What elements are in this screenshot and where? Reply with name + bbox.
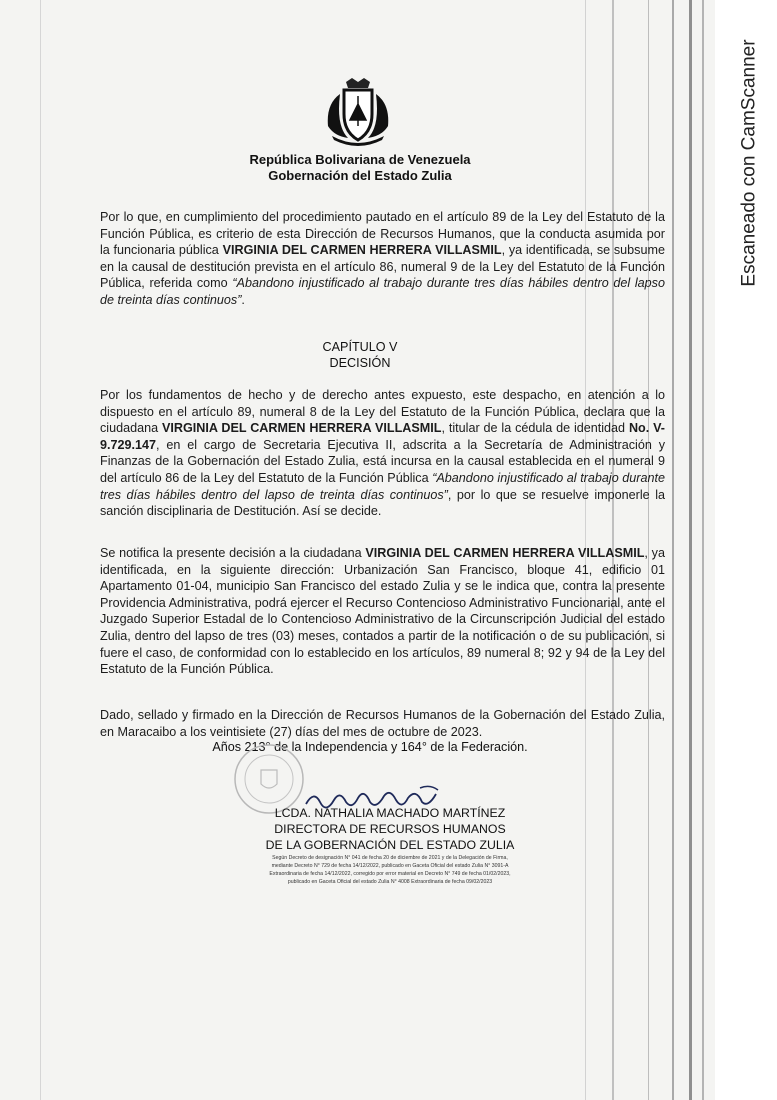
signer-name: LCDA. NATHALIA MACHADO MARTÍNEZ <box>274 806 506 820</box>
paragraph-4: Dado, sellado y firmado en la Dirección de Recursos Humanos de la Gobernación del Estado Zulia, en Maracaibo a los veintisiete (27) días del mes de octubre de 2023. <box>100 708 665 739</box>
p2-quote: “Abandono injustificado al trabajo durante tres días hábiles dentro del lapso de treinta días continuos” <box>100 470 665 502</box>
paragraph-1 <box>100 209 665 309</box>
signer-title-1: DIRECTORA DE RECURSOS HUMANOS <box>274 822 506 836</box>
paragraph-3 <box>100 545 665 678</box>
scan-streak <box>672 0 674 1100</box>
scan-streak <box>689 0 692 1100</box>
fine-print-4: publicado en Gaceta Oficial del estado Zulia N° 4008 Extraordinaria de fecha 09/02/2023 <box>287 879 493 885</box>
p1-text-1: Por lo que, en cumplimiento del procedimiento pautado en el artículo 89 de la Ley del Estatuto de la Función Pública, es criterio de esta Dirección de Recursos Humanos, que la conducta asumida por la funcionaria pública <box>100 210 665 258</box>
p1-quote: “Abandono injustificado al trabajo durante tres días hábiles dentro del lapso de treinta días continuos” <box>100 276 665 307</box>
p2-text-3: , en el cargo de Secretaria Ejecutiva II, adscrita a la Secretaría de Administración y Finanzas de la Gobernación del Estado Zulia, está incursa en la causal establecida en el numeral 9 del artículo 86 de la Ley del Estatuto de la Función Pública <box>100 437 665 485</box>
official-seal-icon <box>232 742 306 816</box>
p2-text-2: , titular de la cédula de identidad <box>441 421 629 436</box>
p2-name: VIRGINIA DEL CARMEN HERRERA VILLASMIL <box>162 421 442 436</box>
header-line-2: Gobernación del Estado Zulia <box>268 168 452 183</box>
p1-text-3: . <box>241 292 245 307</box>
fine-print-3: Extraordinaria de fecha 14/12/2022, corregido por error material en Decreto N° 749 de fecha 01/02/2023, <box>269 871 511 877</box>
scanner-watermark <box>728 8 772 318</box>
p3-text-2: , ya identificada, en la siguiente dirección: Urbanización San Francisco, bloque 41, edificio 01 Apartamento 01-04, municipio San Francisco del estado Zulia y se le indica que, contra la presente Providencia Administrativa, podrá ejercer el Recurso Contencioso Administrativo Funcionarial, ante el Juzgado Superior Estadal de lo Contencioso Administrativo de la Circunscripción Judicial del estado Zulia, dentro del lapso de tres (03) meses, contados a partir de la notificación o de su publicación, si fuere el caso, de conformidad con lo establecido en los artículos, 89 numeral 8; 92 y 94 de la Ley del Estatuto de la Función Pública. <box>100 546 665 677</box>
p1-text-2: , ya identificada, se subsume en la causal de destitución prevista en el artículo 86, numeral 9 de la Ley del Estatuto de la Función Pública, referida como <box>100 243 665 291</box>
fine-print-2: mediante Decreto N° 729 de fecha 14/12/2022, publicado en Gaceta Oficial del estado Zulia N° 3091-A <box>271 863 509 869</box>
scanner-watermark-text: Escaneado con CamScanner <box>739 39 760 287</box>
p2-text-4: , por lo que se resuelve imponerle la sanción disciplinaria de Destitución. Así se decide. <box>100 487 665 519</box>
signer-title-2: DE LA GOBERNACIÓN DEL ESTADO ZULIA <box>265 838 515 852</box>
coat-of-arms-icon <box>318 74 398 148</box>
years-line: Años 213° de la Independencia y 164° de la Federación. <box>212 740 528 754</box>
scan-streak <box>40 0 41 1100</box>
p2-id: No. V-9.729.147 <box>100 421 665 452</box>
fine-print-1: Según Decreto de designación N° 041 de fecha 20 de diciembre de 2021 y de la Delegación de Firma, <box>272 855 508 861</box>
chapter-title: CAPÍTULO V <box>322 340 398 354</box>
p2-text-1: Por los fundamentos de hecho y de derecho antes expuesto, este despacho, en atención a lo dispuesto en el artículo 89, numeral 8 de la Ley del Estatuto de la Función Pública, declara que la ciudadana <box>100 388 665 436</box>
chapter-subtitle: DECISIÓN <box>329 356 391 370</box>
scan-streak <box>702 0 704 1100</box>
p3-text-1: Se notifica la presente decisión a la ciudadana <box>100 546 366 560</box>
header-line-1: República Bolivariana de Venezuela <box>249 152 471 167</box>
paragraph-2 <box>100 387 665 520</box>
p1-name: VIRGINIA DEL CARMEN HERRERA VILLASMIL <box>222 243 502 258</box>
p3-name: VIRGINIA DEL CARMEN HERRERA VILLASMIL <box>365 546 645 560</box>
